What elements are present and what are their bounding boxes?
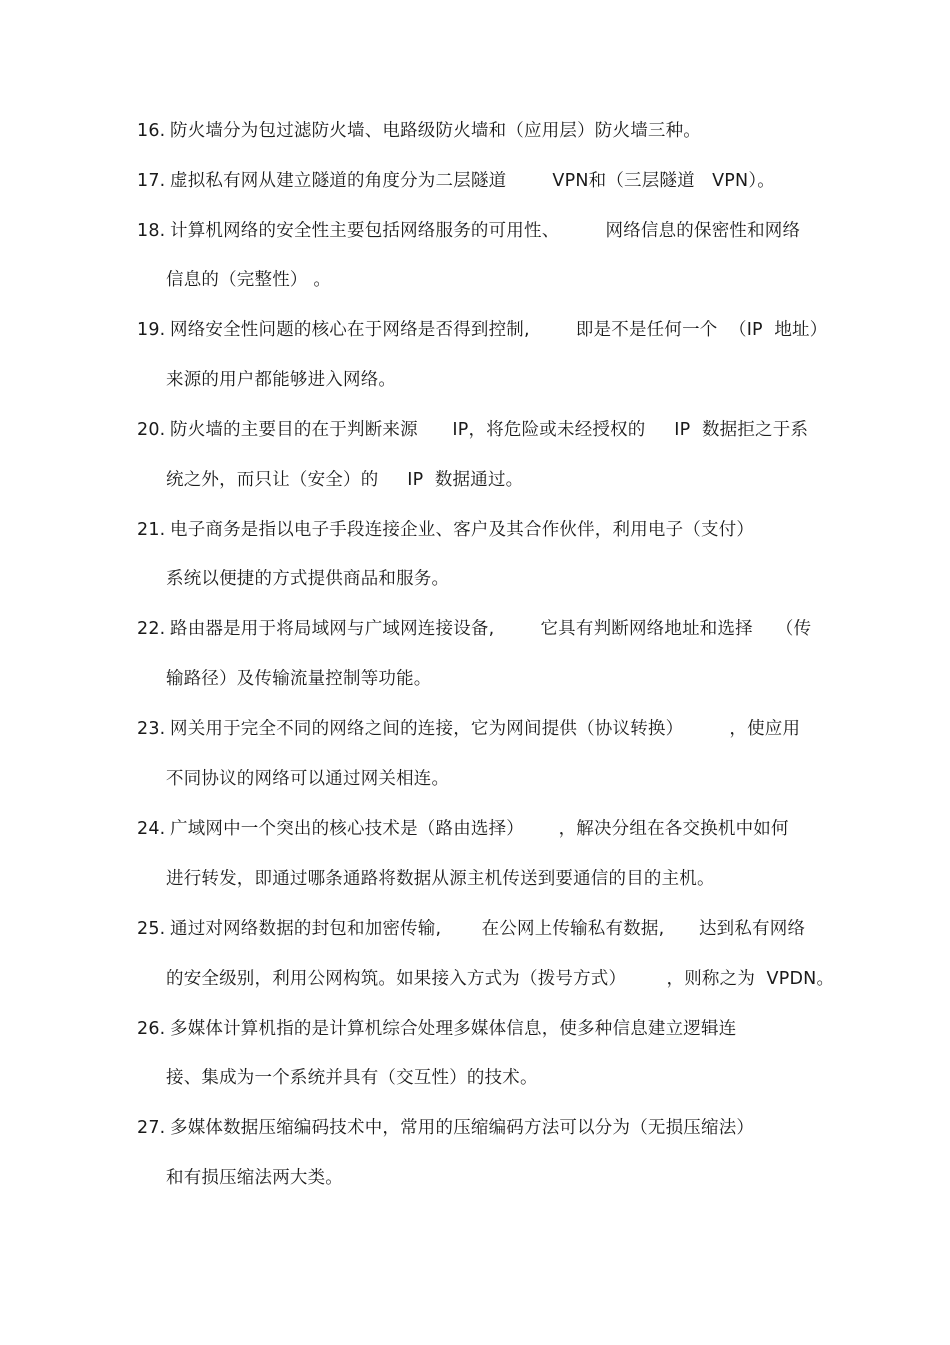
item-text: 防火墙分为包过滤防火墙、电路级防火墙和（应用层）防火墙三种。: [170, 121, 701, 141]
item-number: 27.: [137, 1118, 166, 1138]
item-text: 广域网中一个突出的核心技术是（路由选择） ，解决分组在各交换机中如何: [170, 819, 789, 839]
item-text: 多媒体计算机指的是计算机综合处理多媒体信息，使多种信息建立逻辑连: [170, 1019, 737, 1039]
item-25-line-1: [137, 917, 805, 941]
item-24-line-2: 进行转发，即通过哪条通路将数据从源主机传送到要通信的目的主机。: [166, 869, 715, 889]
item-text: 计算机网络的安全性主要包括网络服务的可用性、 网络信息的保密性和网络: [170, 221, 801, 241]
item-20-line-2: 统之外，而只让（安全）的 IP 数据通过。: [166, 470, 524, 490]
item-text: 通过对网络数据的封包和加密传输, 在公网上传输私有数据, 达到私有网络: [170, 919, 806, 939]
item-23-line-2: 不同协议的网络可以通过网关相连。: [166, 769, 450, 789]
item-20-line-1: [137, 418, 808, 442]
item-text: 防火墙的主要目的在于判断来源 IP，将危险或未经授权的 IP 数据拒之于系: [170, 420, 809, 440]
item-18-line-2: 信息的（完整性） 。: [166, 270, 332, 290]
item-19-line-1: [137, 318, 827, 342]
item-number: 26.: [137, 1019, 166, 1039]
item-17-line-1: [137, 169, 775, 193]
item-26-line-1: [137, 1017, 736, 1041]
item-27-line-1: [137, 1116, 754, 1140]
item-21-line-2: 系统以便捷的方式提供商品和服务。: [166, 569, 450, 589]
item-text: 网关用于完全不同的网络之间的连接，它为网间提供（协议转换） ，使应用: [170, 719, 801, 739]
item-number: 16.: [137, 121, 166, 141]
item-25-line-2: 的安全级别，利用公网构筑。如果接入方式为（拨号方式） ，则称之为 VPDN。: [166, 969, 835, 989]
item-text: 路由器是用于将局域网与广域网连接设备, 它具有判断网络地址和选择 （传: [170, 619, 812, 639]
item-18-line-1: [137, 219, 800, 243]
item-number: 22.: [137, 619, 166, 639]
item-number: 18.: [137, 221, 166, 241]
item-number: 24.: [137, 819, 166, 839]
item-text: 网络安全性问题的核心在于网络是否得到控制, 即是不是任何一个 （IP 地址）: [170, 320, 828, 340]
item-text: 虚拟私有网从建立隧道的角度分为二层隧道 VPN和（三层隧道 VPN）。: [170, 171, 775, 191]
item-27-line-2: 和有损压缩法两大类。: [166, 1168, 343, 1188]
item-number: 19.: [137, 320, 166, 340]
item-number: 20.: [137, 420, 166, 440]
item-text: 多媒体数据压缩编码技术中，常用的压缩编码方法可以分为（无损压缩法）: [170, 1118, 755, 1138]
item-23-line-1: [137, 717, 800, 741]
item-number: 21.: [137, 520, 166, 540]
item-number: 25.: [137, 919, 166, 939]
item-19-line-2: 来源的用户都能够进入网络。: [166, 370, 397, 390]
item-22-line-2: 输路径）及传输流量控制等功能。: [166, 669, 432, 689]
item-number: 17.: [137, 171, 166, 191]
item-24-line-1: [137, 817, 789, 841]
item-16-line-1: [137, 119, 701, 143]
item-number: 23.: [137, 719, 166, 739]
item-21-line-1: [137, 518, 754, 542]
item-22-line-1: [137, 617, 811, 641]
item-26-line-2: 接、集成为一个系统并具有（交互性）的技术。: [166, 1068, 538, 1088]
item-text: 电子商务是指以电子手段连接企业、客户及其合作伙伴，利用电子（支付）: [170, 520, 755, 540]
